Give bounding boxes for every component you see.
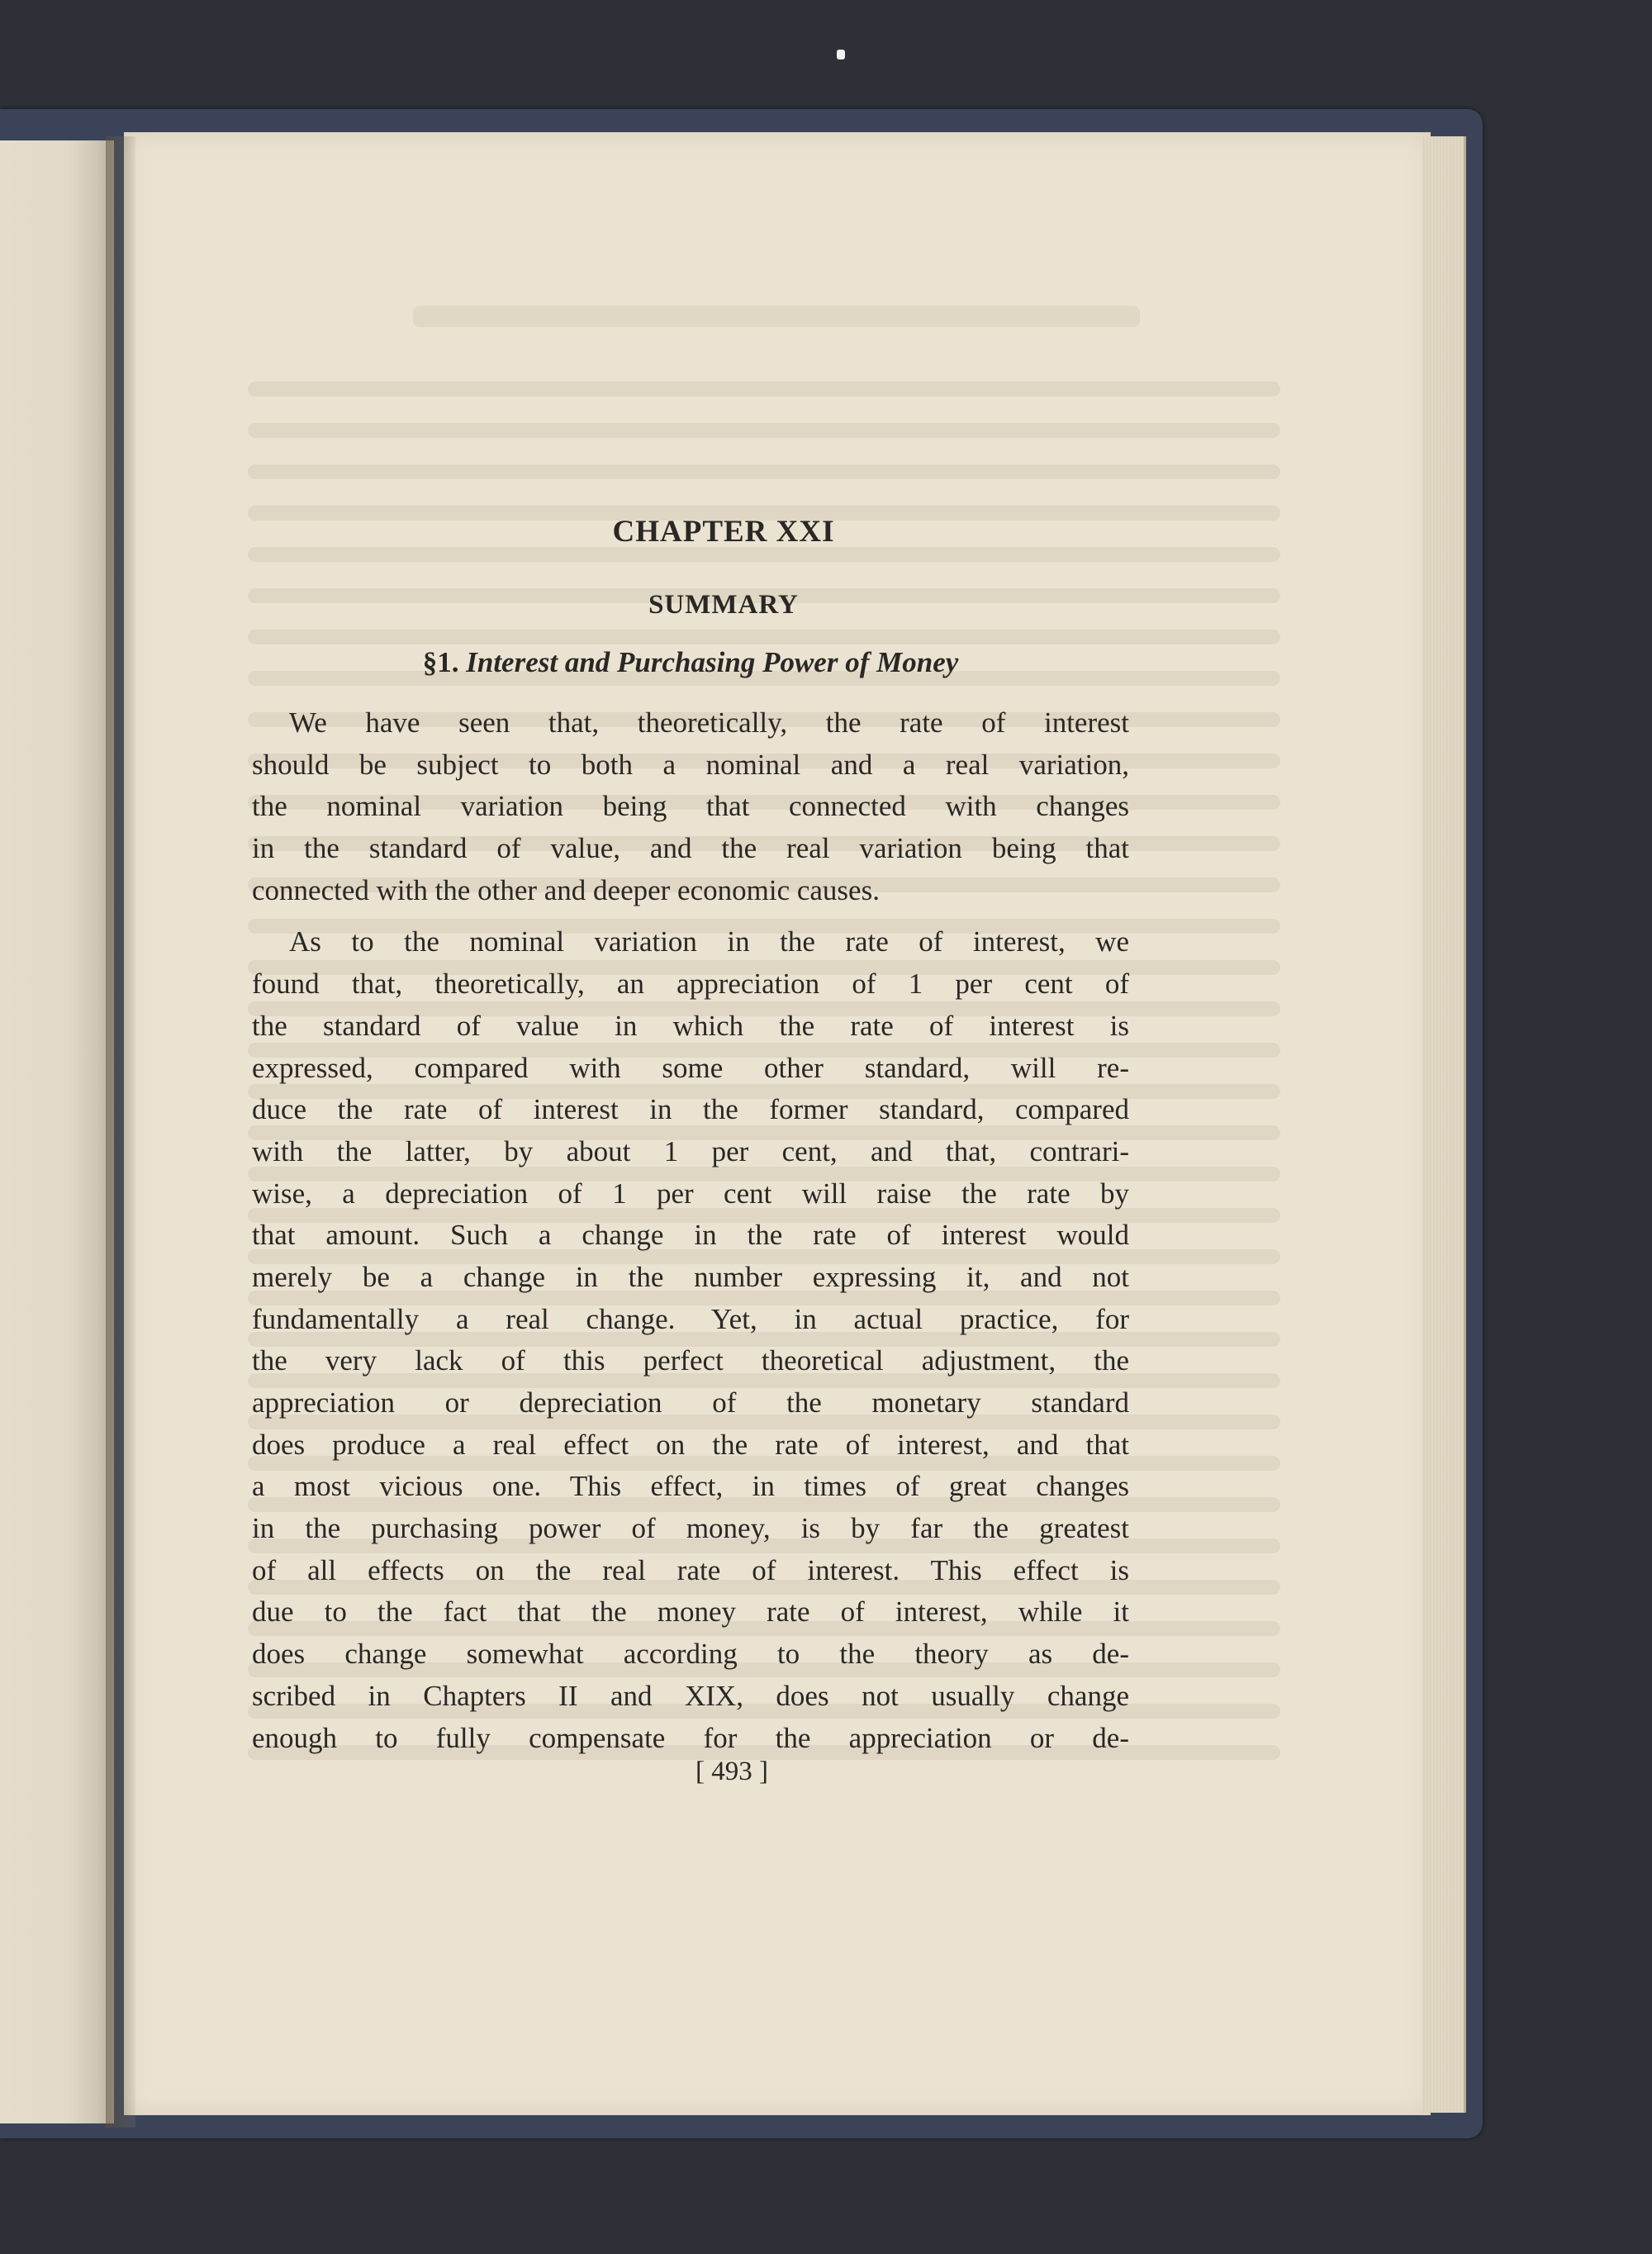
text-line: appreciation or depreciation of the monetary standard [252,1386,1129,1419]
text-line: that amount. Such a change in the rate of interest would [252,1219,1129,1252]
subsection-heading [252,643,1129,682]
page-number [252,1757,1129,1787]
text-line: enough to fully compensate for the appreciation or de- [252,1721,1129,1754]
paragraph-2 [252,921,1129,1759]
text-line: the very lack of this perfect theoretical adjustment, the [252,1344,1129,1377]
subsection-title: Interest and Purchasing Power of Money [466,646,959,678]
text-line: due to the fact that the money rate of interest, while it [252,1595,1129,1629]
text-line: of all effects on the real rate of interest. This effect is [252,1553,1129,1586]
show-through-line [248,423,1280,438]
text-line: duce the rate of interest in the former standard, compared [252,1093,1129,1126]
text-line: merely be a change in the number expressing it, and not [252,1260,1129,1293]
section-title: SUMMARY [648,590,799,620]
text-line: the nominal variation being that connected with changes [252,790,1129,823]
folio-open-bracket: [ [695,1757,705,1786]
show-through-line [248,382,1280,397]
show-through-line [248,464,1280,479]
text-line: wise, a depreciation of 1 per cent will raise the rate by [252,1177,1129,1210]
dust-mark [837,50,845,59]
text-line: scribed in Chapters II and XIX, does not usually change [252,1679,1129,1712]
text-line: in the purchasing power of money, is by far the greatest [252,1512,1129,1545]
chapter-title: CHAPTER XXI [612,515,835,549]
folio-number: 493 [711,1757,752,1786]
text-line: with the latter, by about 1 per cent, and that, contrari- [252,1134,1129,1167]
text-line: a most vicious one. This effect, in times of great changes [252,1470,1129,1503]
text-line: does change somewhat according to the theory as de- [252,1638,1129,1671]
subsection-number: §1. [422,646,459,678]
text-line: found that, theoretically, an appreciation of 1 per cent of [252,968,1129,1001]
paragraph-1 [252,702,1129,911]
gutter-shadow [106,136,135,2128]
text-line: connected with the other and deeper economic causes. [252,873,880,906]
text-line: does produce a real effect on the rate of interest, and that [252,1428,1129,1461]
show-through-header [413,306,1140,327]
text-line: expressed, compared with some other standard, will re- [252,1051,1129,1084]
text-line: the standard of value in which the rate of interest is [252,1009,1129,1042]
page-fore-edge [1422,136,1466,2113]
text-line: fundamentally a real change. Yet, in actual practice, for [252,1302,1129,1335]
page-text-block [252,512,1129,1759]
text-line: in the standard of value, and the real variation being that [252,832,1129,865]
facing-page-edge [0,140,114,2123]
text-line: should be subject to both a nominal and a real variation, [252,748,1129,781]
text-line: We have seen that, theoretically, the rate of interest [289,706,1129,739]
folio-close-bracket: ] [759,1757,768,1786]
text-line: As to the nominal variation in the rate of interest, we [289,925,1129,958]
